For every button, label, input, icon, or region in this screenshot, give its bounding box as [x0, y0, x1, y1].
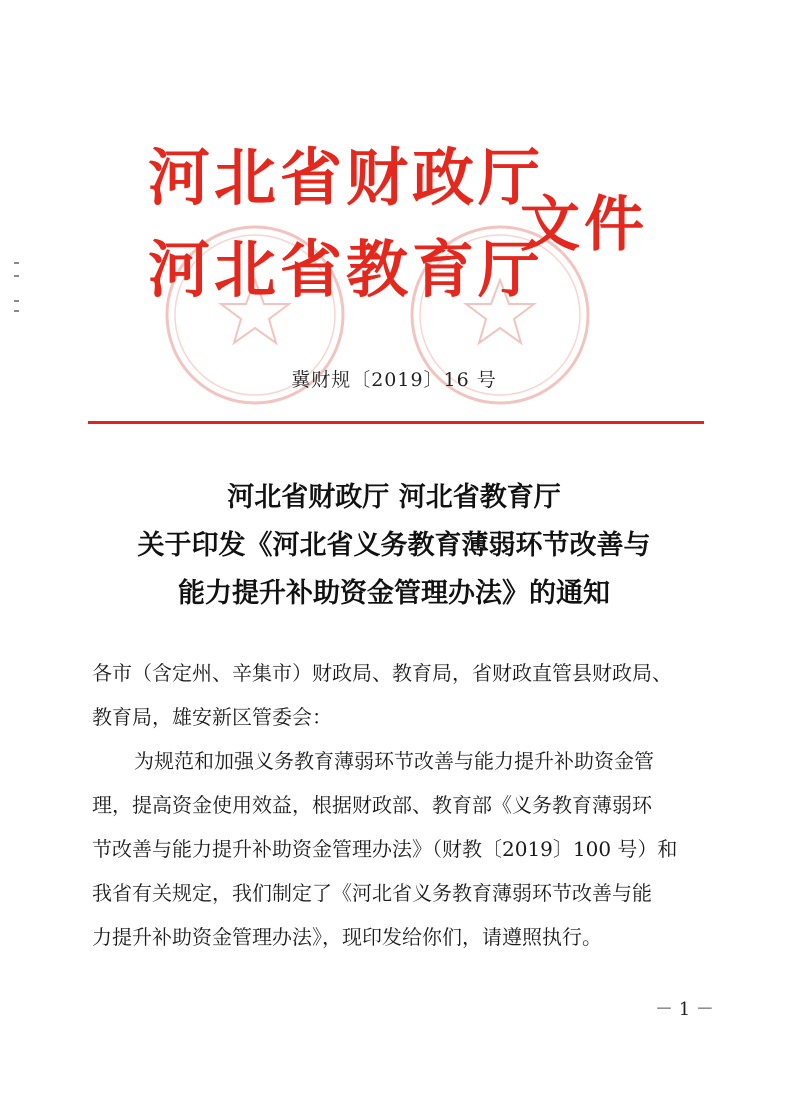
body-line: 理，提高资金使用效益，根据财政部、教育部《义务教育薄弱环 [92, 793, 652, 817]
addressee-line-1: 各市（含定州、辛集市）财政局、教育局，省财政直管县财政局、 [92, 661, 672, 685]
body-line: 为规范和加强义务教育薄弱环节改善与能力提升补助资金管 [134, 749, 654, 773]
body-line: 力提升补助资金管理办法》，现印发给你们，请遵照执行。 [92, 925, 602, 949]
title-line-1: 河北省财政厅 河北省教育厅 [227, 482, 561, 513]
binding-mark [14, 300, 19, 302]
issuer-finance-dept: 河北省财政厅 [148, 141, 545, 214]
issuer-education-dept: 河北省教育厅 [148, 233, 545, 306]
body-line: 我省有关规定，我们制定了《河北省义务教育薄弱环节改善与能 [92, 881, 652, 905]
addressee-line-2: 教育局，雄安新区管委会： [92, 705, 332, 729]
header-document-label: 文件 [520, 190, 648, 260]
binding-mark [14, 262, 19, 264]
page-number: － 1 － [655, 999, 714, 1020]
title-line-3: 能力提升补助资金管理办法》的通知 [178, 578, 610, 609]
body-line: 节改善与能力提升补助资金管理办法》（财教〔2019〕100 号）和 [92, 837, 678, 861]
binding-mark [14, 310, 19, 312]
red-divider-line [88, 421, 704, 424]
document-number: 冀财规〔2019〕16 号 [291, 369, 497, 391]
title-line-2: 关于印发《河北省义务教育薄弱环节改善与 [137, 530, 651, 561]
binding-mark [14, 275, 19, 277]
